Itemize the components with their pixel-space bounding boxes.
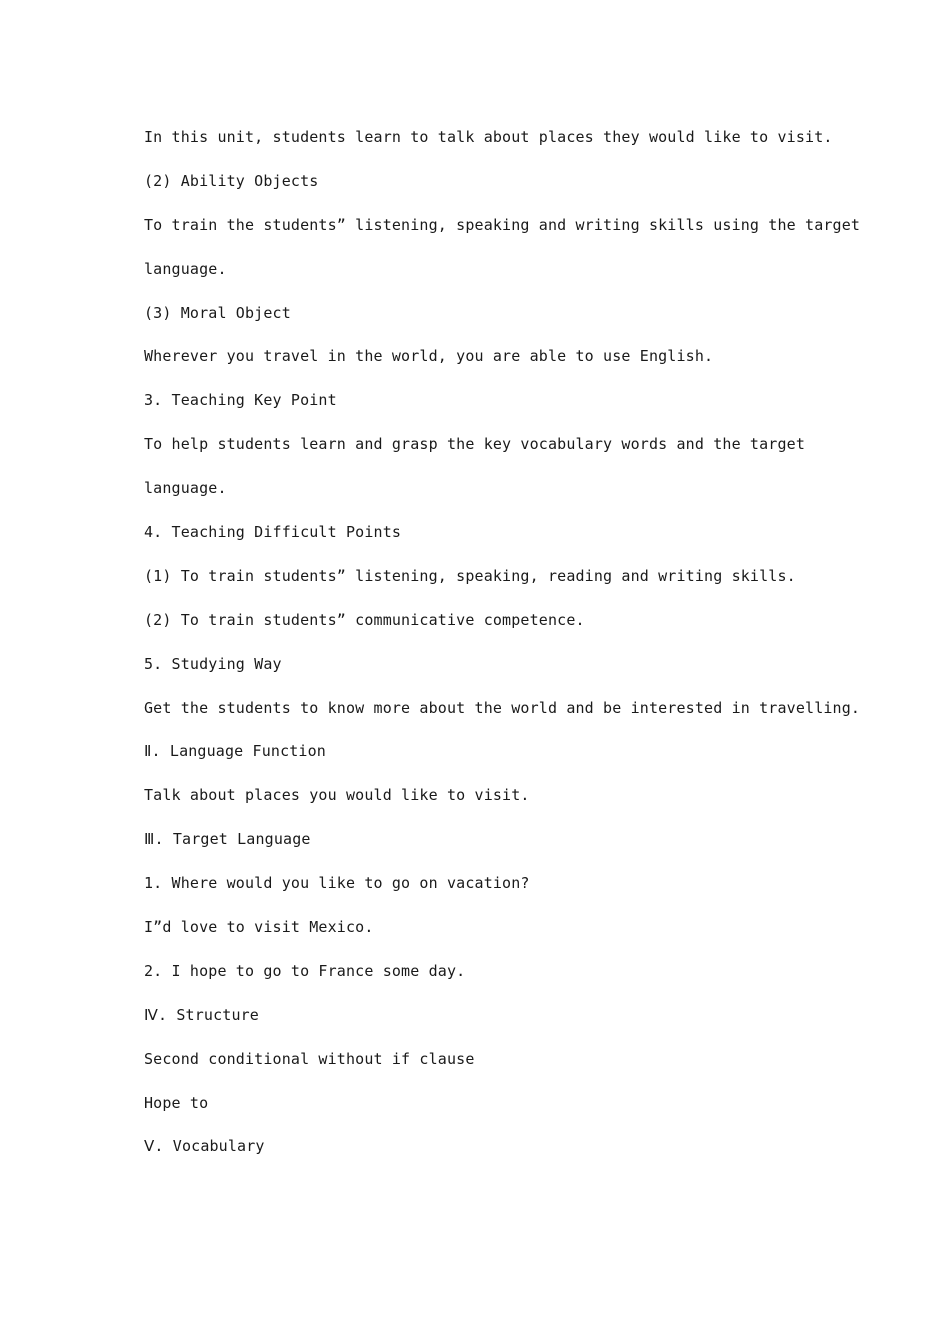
difficult-points-heading: 4. Teaching Difficult Points (144, 523, 402, 542)
moral-object-heading: (3) Moral Object (144, 303, 291, 322)
vocabulary-heading: Ⅴ. Vocabulary (144, 1137, 265, 1156)
language-function-heading: Ⅱ. Language Function (144, 742, 326, 761)
document-body (144, 124, 861, 1177)
language-function-text: Talk about places you would like to visit. (144, 786, 530, 805)
unit-summary-text: In this unit, students learn to talk about places they would like to visit. (144, 128, 833, 146)
target-language-heading: Ⅲ. Target Language (144, 830, 311, 849)
target-language-item: 2. I hope to go to France some day. (144, 961, 466, 980)
key-point-text: To help students learn and grasp the key vocabulary words and the target (144, 435, 806, 454)
structure-item: Second conditional without if clause (144, 1049, 475, 1068)
difficult-point-item: (1) To train students” listening, speaking, reading and writing skills. (144, 566, 796, 585)
studying-way-text: Get the students to know more about the world and be interested in travelling. (144, 698, 861, 717)
studying-way-heading: 5. Studying Way (144, 654, 282, 673)
structure-item: Hope to (144, 1093, 209, 1112)
ability-objects-text-continued: language. (144, 259, 227, 278)
key-point-text-continued: language. (144, 479, 227, 498)
structure-heading: Ⅳ. Structure (144, 1005, 259, 1024)
moral-object-text: Wherever you travel in the world, you are able to use English. (144, 347, 714, 366)
target-language-item: 1. Where would you like to go on vacation? (144, 874, 530, 893)
key-point-heading: 3. Teaching Key Point (144, 391, 337, 410)
ability-objects-text: To train the students” listening, speaking and writing skills using the target (144, 215, 861, 234)
target-language-item: I”d love to visit Mexico. (144, 918, 374, 937)
difficult-point-item: (2) To train students” communicative competence. (144, 610, 585, 629)
ability-objects-heading: (2) Ability Objects (144, 171, 319, 190)
